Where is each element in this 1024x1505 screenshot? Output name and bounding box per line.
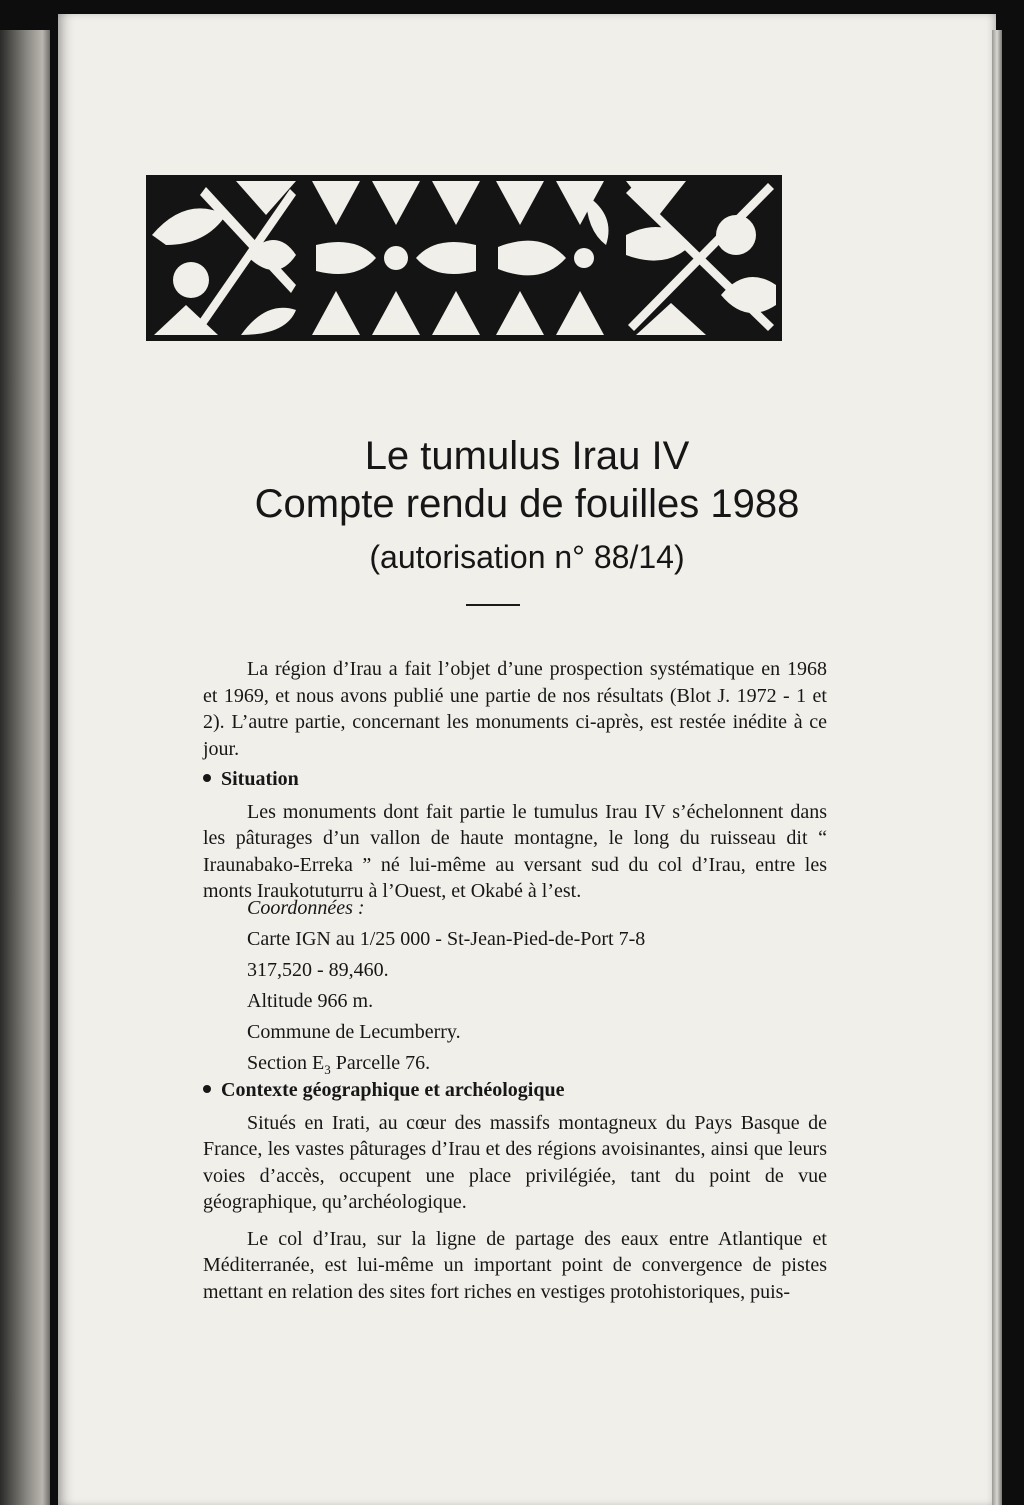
title-line-2: Compte rendu de fouilles 1988 bbox=[254, 482, 800, 526]
section-heading-contexte: Contexte géographique et archéologique bbox=[203, 1077, 827, 1104]
section-situation bbox=[203, 766, 827, 905]
section-contexte bbox=[203, 1077, 827, 1305]
coords-line-2: 317,520 - 89,460. bbox=[247, 959, 389, 981]
contexte-paragraph-1: Situés en Irati, au cœur des massifs montagneux du Pays Basque de France, les vastes pâturages d’Irau et des régions avoisinantes, ainsi que leurs voies d’accès, occupent une place privilégiée, tant du point de vue géographique, qu’archéologique. bbox=[203, 1111, 827, 1213]
bullet-icon bbox=[203, 1085, 211, 1093]
coords-line-4: Commune de Lecumberry. bbox=[247, 1021, 461, 1043]
title-line-1: Le tumulus Irau IV bbox=[364, 434, 690, 478]
basque-ornament-band bbox=[146, 175, 782, 341]
title-line-3: (autorisation n° 88/14) bbox=[369, 539, 685, 575]
coords-line-1: Carte IGN au 1/25 000 - St-Jean-Pied-de-Port 7-8 bbox=[247, 928, 646, 950]
intro-paragraph: La région d’Irau a fait l’objet d’une prospection systématique en 1968 et 1969, et nous avons publié une partie de nos résultats (Blot J. 1972 - 1 et 2). L’autre partie, concernant les monuments ci-après, est restée inédite à ce jour. bbox=[203, 658, 827, 760]
intro-block bbox=[203, 656, 827, 762]
coords-label: Coordonnées : bbox=[247, 897, 365, 919]
coords-line-3: Altitude 966 m. bbox=[247, 990, 374, 1012]
contexte-paragraph-2: Le col d’Irau, sur la ligne de partage des eaux entre Atlantique et Méditerranée, est lui-même un important point de convergence de pistes mettant en relation des sites fort riches en vestiges protohistoriques, puis- bbox=[203, 1227, 827, 1303]
situation-paragraph: Les monuments dont fait partie le tumulus Irau IV s’échelonnent dans les pâturages d’un vallon de haute montagne, le long du ruisseau dit “ Iraunabako-Erreka ” né lui-même au versant sud du col d’Irau, entre les monts Iraukotuturru à l’Ouest, et Okabé à l’est. bbox=[203, 800, 827, 902]
coords-line-5: Section $E_3$ Parcelle 76. bbox=[247, 1052, 431, 1077]
title-rule bbox=[466, 604, 520, 606]
page-stack-edge bbox=[992, 30, 1002, 1505]
section-heading-situation: Situation bbox=[203, 766, 827, 793]
bullet-icon bbox=[203, 774, 211, 782]
facing-page-edge bbox=[0, 30, 50, 1505]
coordinates-block bbox=[247, 893, 645, 1085]
